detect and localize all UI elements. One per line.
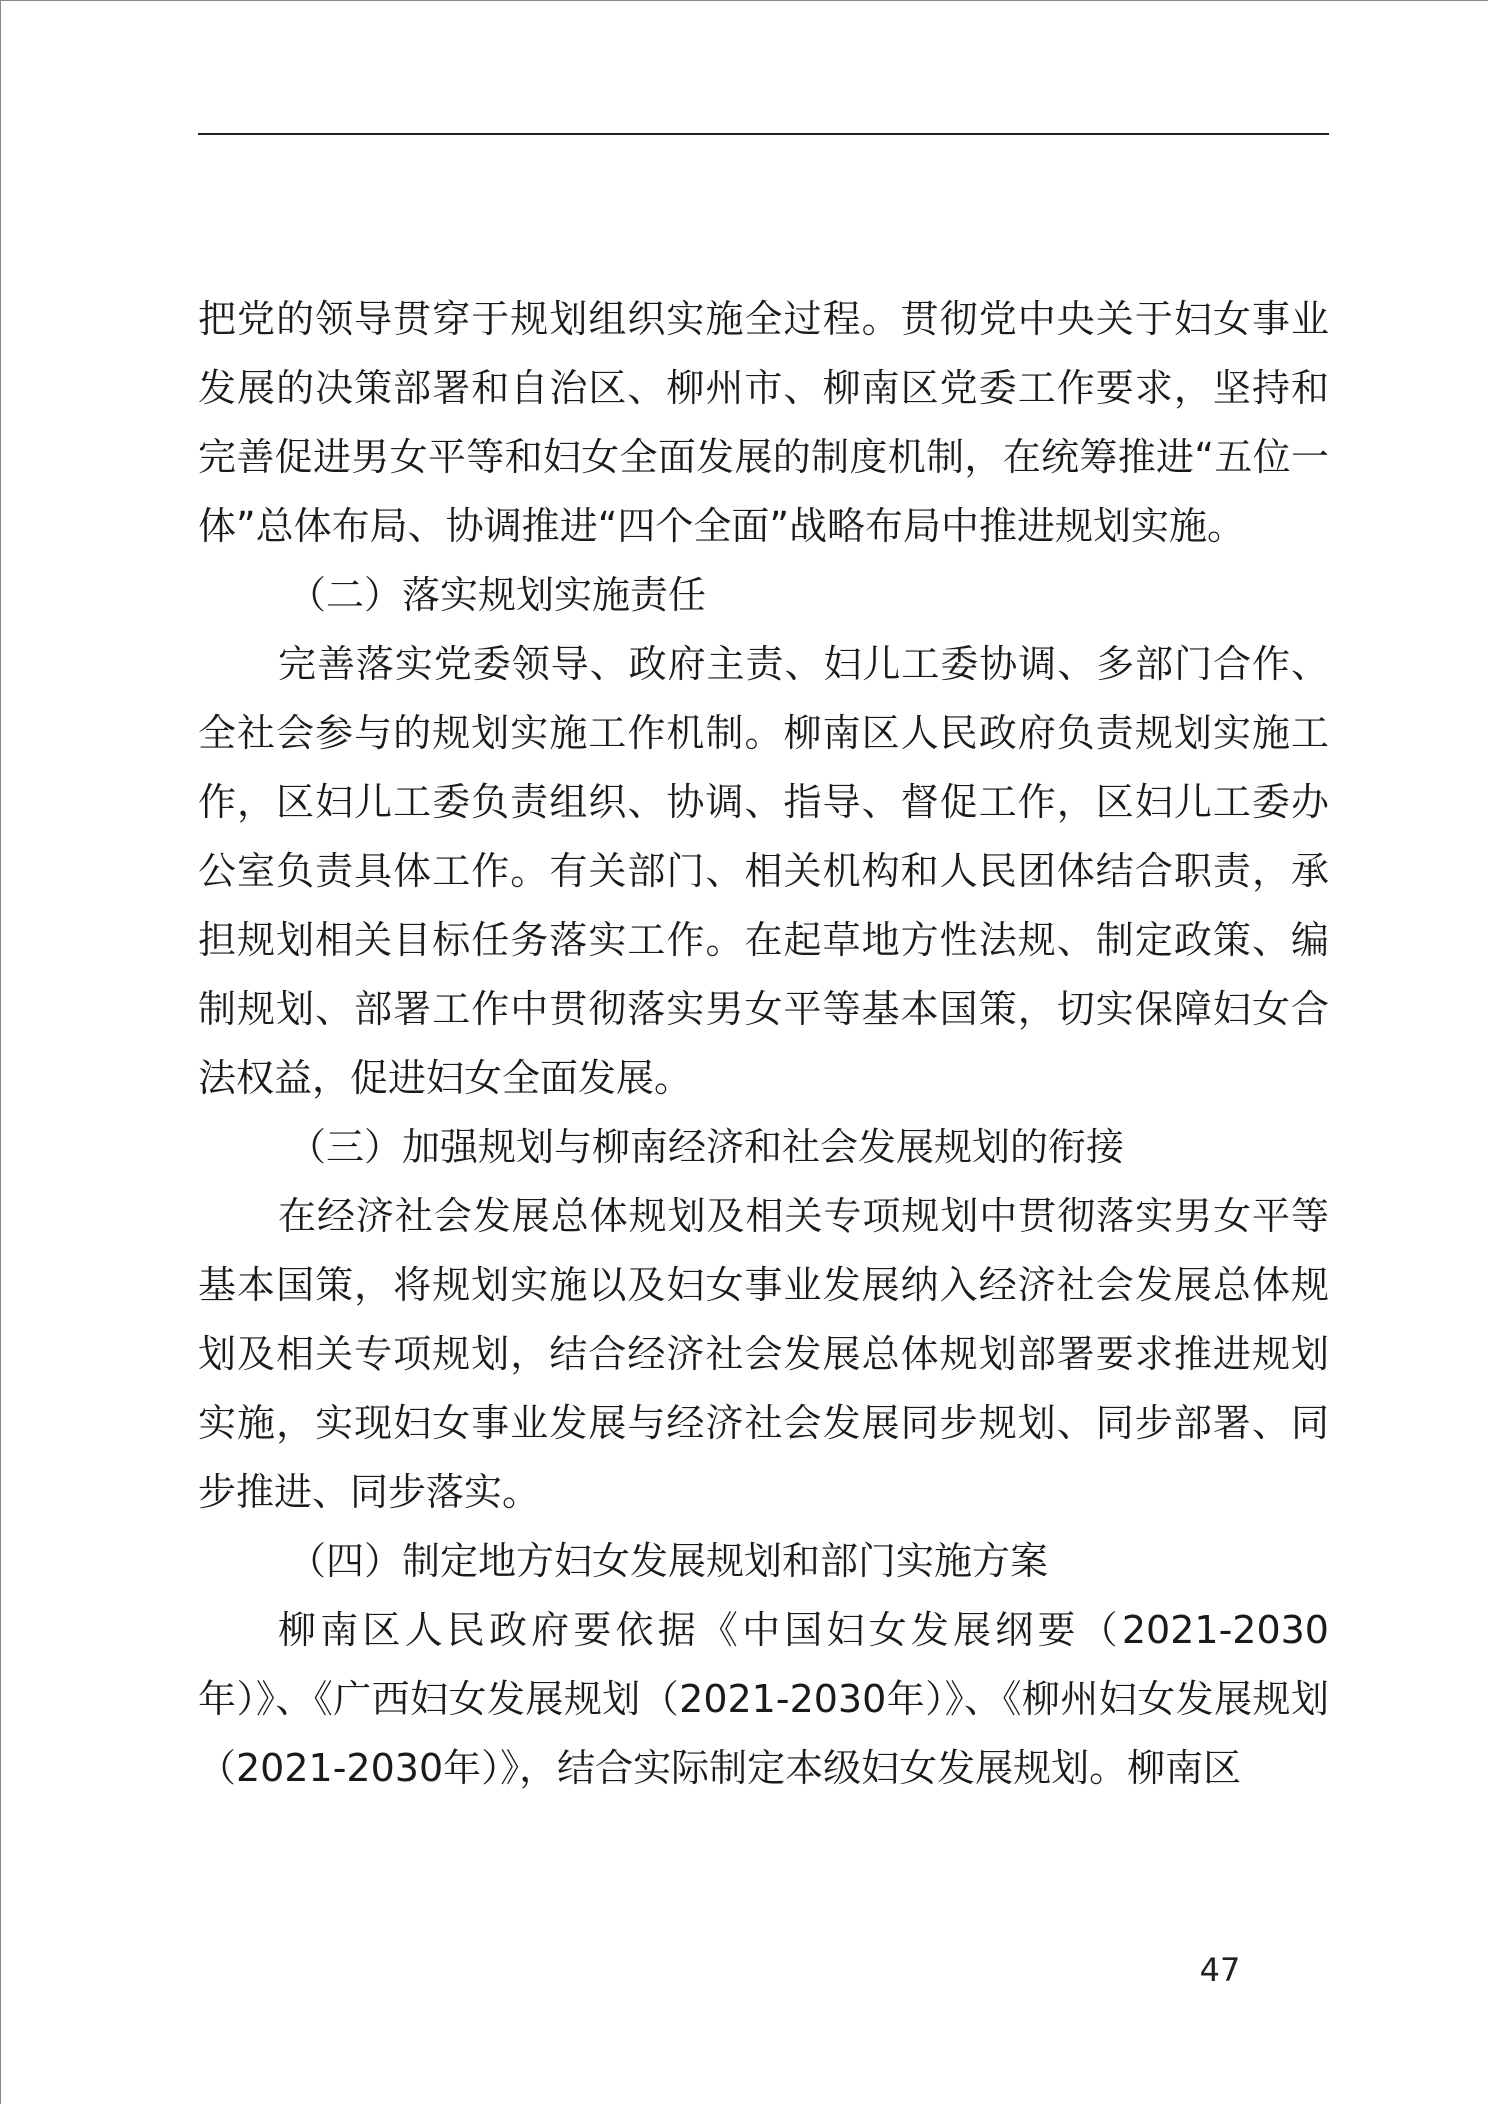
page-border-left bbox=[0, 0, 1, 2104]
paragraph-body: 完善落实党委领导、政府主责、妇儿工委协调、多部门合作、全社会参与的规划实施工作机制。柳南区人民政府负责规划实施工作，区妇儿工委负责组织、协调、指导、督促工作，区妇儿工委办公室负责具体工作。有关部门、相关机构和人民团体结合职责，承担规划相关目标任务落实工作。在起草地方性法规、制定政策、编制规划、部署工作中贯彻落实男女平等基本国策，切实保障妇女合法权益，促进妇女全面发展。 bbox=[198, 642, 1329, 1100]
paragraph-body: 在经济社会发展总体规划及相关专项规划中贯彻落实男女平等基本国策，将规划实施以及妇女事业发展纳入经济社会发展总体规划及相关专项规划，结合经济社会发展总体规划部署要求推进规划实施，实现妇女事业发展与经济社会发展同步规划、同步部署、同步推进、同步落实。 bbox=[198, 1194, 1329, 1514]
paragraph-body: 把党的领导贯穿于规划组织实施全过程。贯彻党中央关于妇女事业发展的决策部署和自治区、柳州市、柳南区党委工作要求，坚持和完善促进男女平等和妇女全面发展的制度机制，在统筹推进“五位一体”总体布局、协调推进“四个全面”战略布局中推进规划实施。 bbox=[198, 297, 1329, 548]
section-heading: （四）制定地方妇女发展规划和部门实施方案 bbox=[288, 1539, 1049, 1583]
paragraph-body: 柳南区人民政府要依据《中国妇女发展纲要（2021-2030年）》、《广西妇女发展规划（2021-2030年）》、《柳州妇女发展规划（2021-2030年）》，结合实际制定本级妇女发展规划。柳南区 bbox=[198, 1608, 1329, 1790]
header-rule bbox=[198, 133, 1329, 135]
section-heading: （二）落实规划实施责任 bbox=[288, 573, 707, 617]
section-heading: （三）加强规划与柳南经济和社会发展规划的衔接 bbox=[288, 1125, 1125, 1169]
page-border-top bbox=[0, 0, 1488, 1]
page-number: 47 bbox=[1199, 1951, 1241, 1989]
document-body bbox=[198, 285, 1329, 1803]
